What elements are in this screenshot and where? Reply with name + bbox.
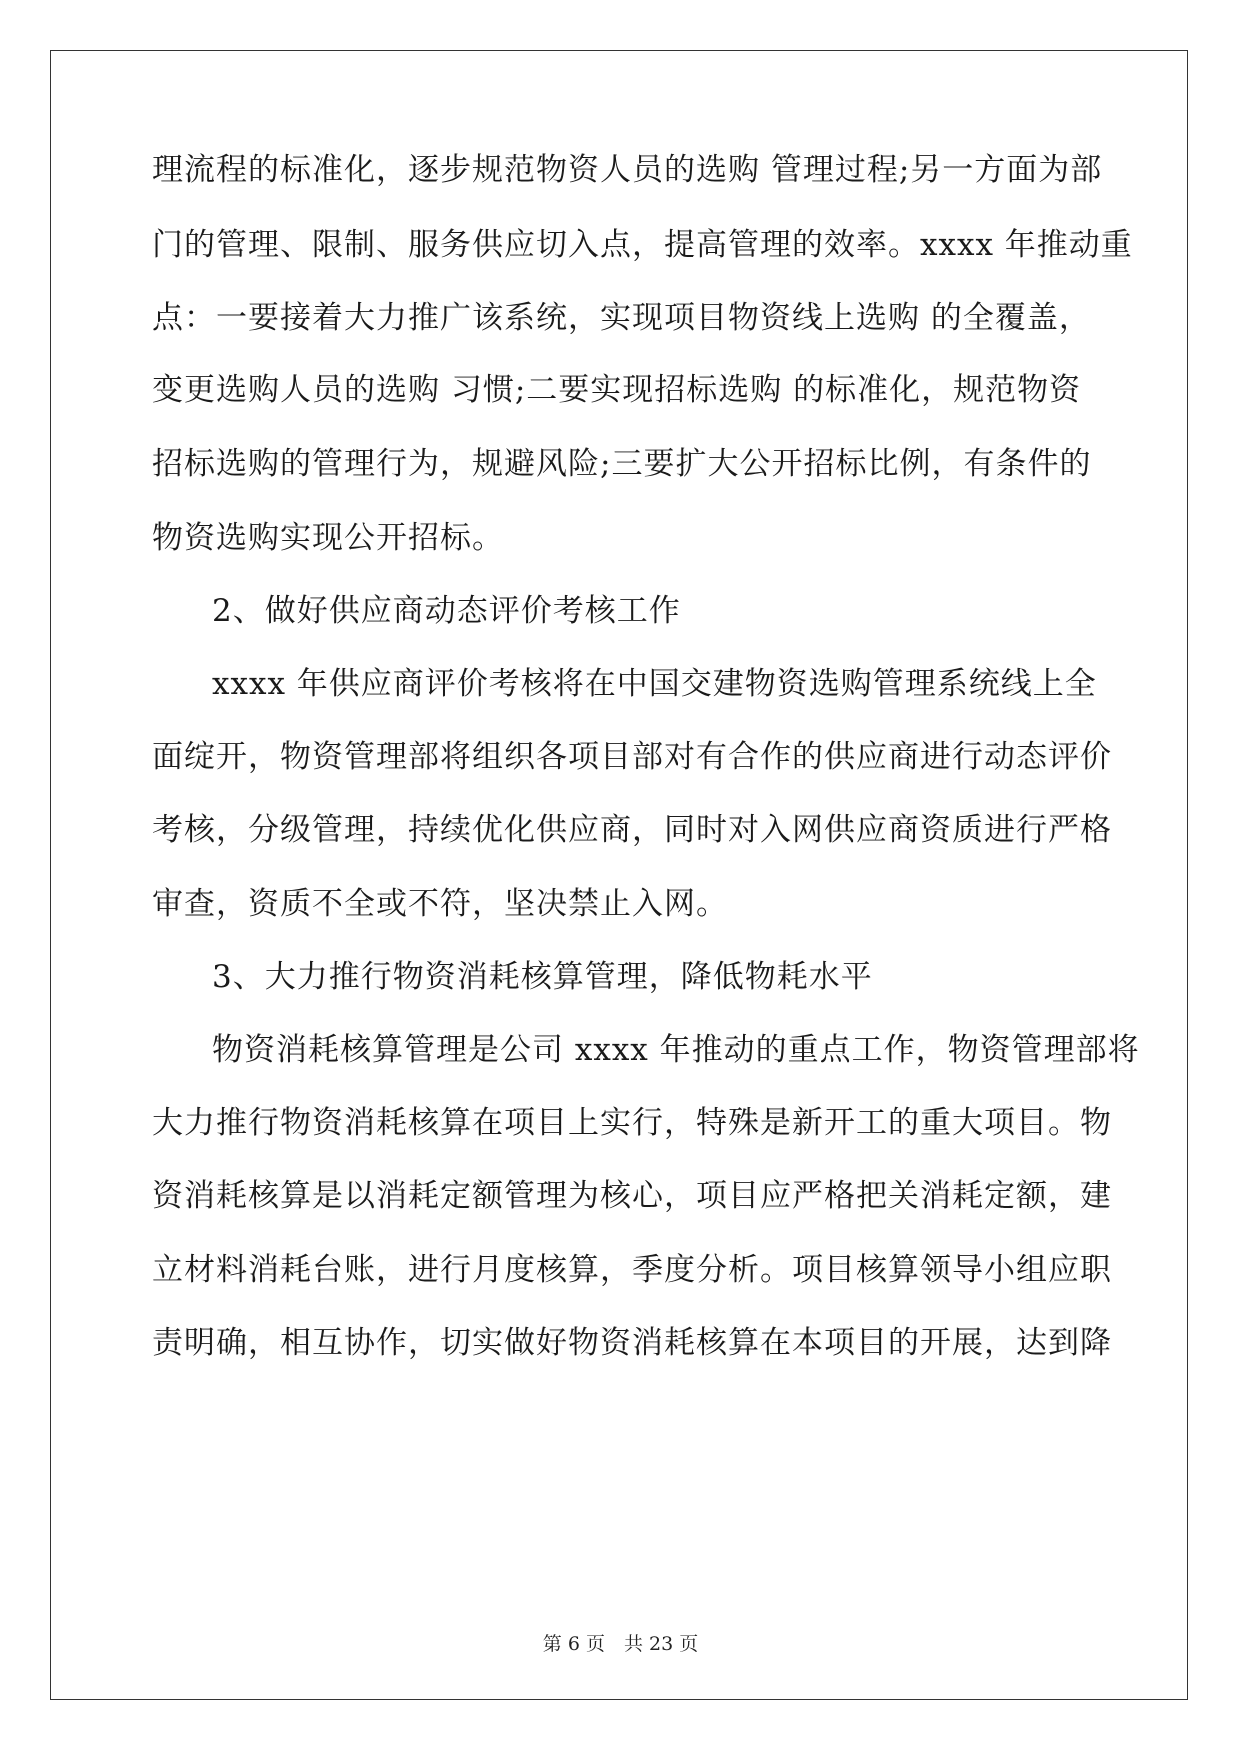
body-line: 考核，分级管理，持续优化供应商，同时对入网供应商资质进行严格 [152, 812, 1112, 848]
body-line: 点：一要接着大力推广该系统，实现项目物资线上选购 的全覆盖， [152, 300, 1091, 336]
page-number-footer: 第 6 页 共 23 页 [542, 1633, 699, 1655]
body-line: 立材料消耗台账，进行月度核算，季度分析。项目核算领导小组应职 [152, 1252, 1112, 1288]
body-line: 变更选购人员的选购 习惯;二要实现招标选购 的标准化，规范物资 [152, 372, 1082, 408]
body-line: xxxx 年供应商评价考核将在中国交建物资选购管理系统线上全 [212, 666, 1097, 702]
body-line: 理流程的标准化，逐步规范物资人员的选购 管理过程;另一方面为部 [152, 152, 1103, 188]
body-line: 审查，资质不全或不符，坚决禁止入网。 [152, 886, 728, 922]
body-line: 资消耗核算是以消耗定额管理为核心，项目应严格把关消耗定额，建 [152, 1178, 1112, 1214]
section-heading: 2、做好供应商动态评价考核工作 [212, 593, 681, 629]
body-line: 责明确，相互协作，切实做好物资消耗核算在本项目的开展，达到降 [152, 1325, 1112, 1361]
body-line: 物资消耗核算管理是公司 xxxx 年推动的重点工作，物资管理部将 [212, 1032, 1140, 1068]
body-line: 门的管理、限制、服务供应切入点，提高管理的效率。xxxx 年推动重 [152, 227, 1133, 263]
body-line: 物资选购实现公开招标。 [152, 520, 504, 556]
body-line: 面绽开，物资管理部将组织各项目部对有合作的供应商进行动态评价 [152, 739, 1112, 775]
section-heading: 3、大力推行物资消耗核算管理，降低物耗水平 [212, 959, 873, 995]
body-line: 大力推行物资消耗核算在项目上实行，特殊是新开工的重大项目。物 [152, 1105, 1112, 1141]
body-line: 招标选购的管理行为，规避风险;三要扩大公开招标比例，有条件的 [152, 446, 1092, 482]
